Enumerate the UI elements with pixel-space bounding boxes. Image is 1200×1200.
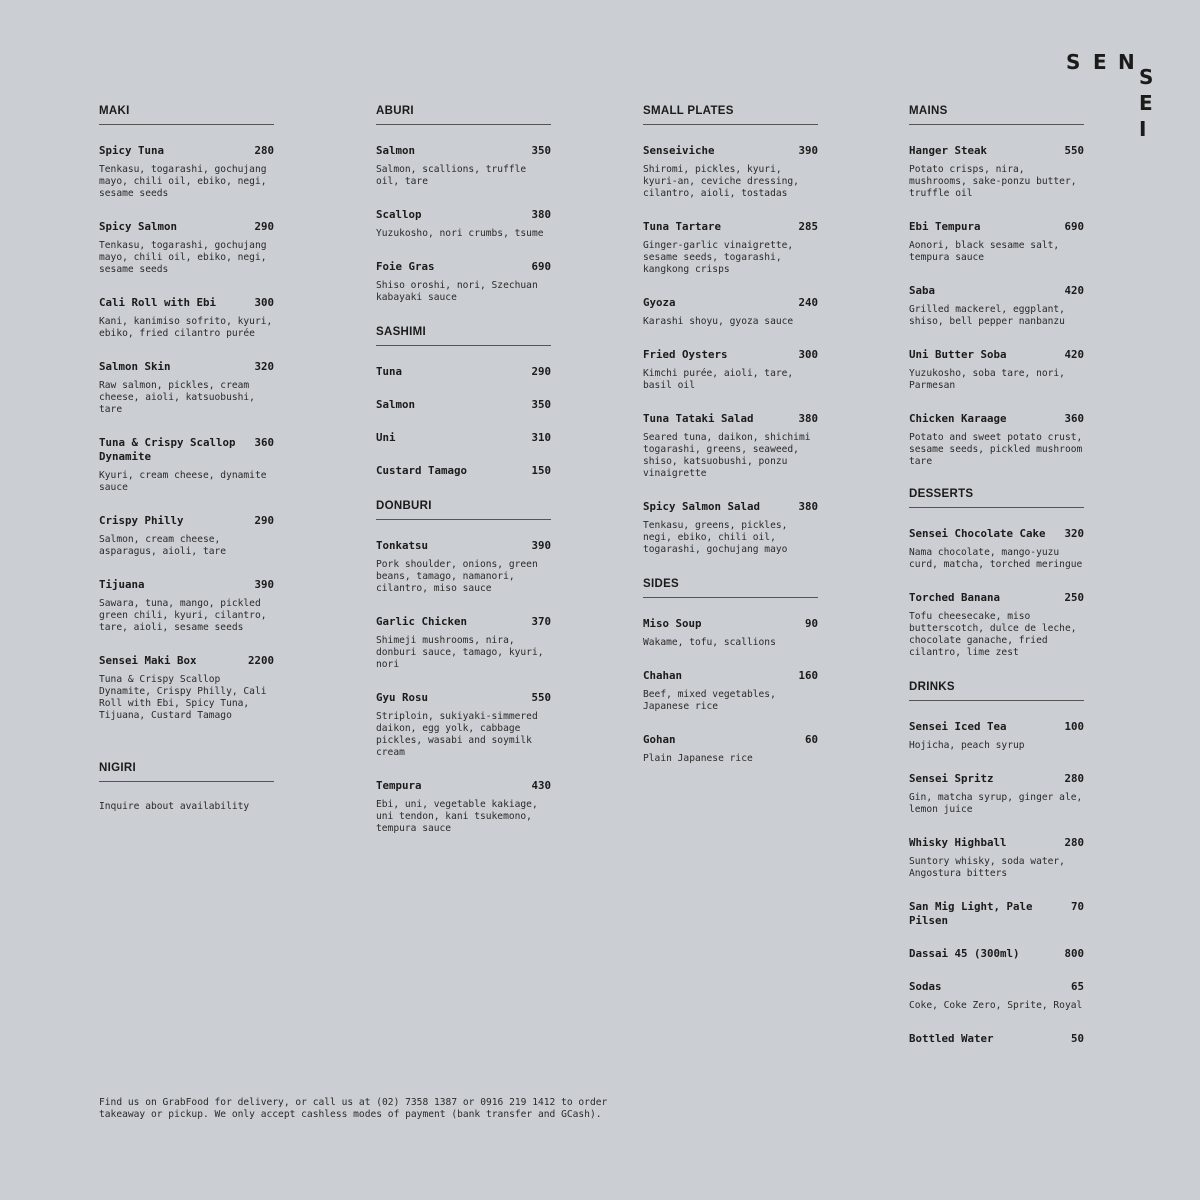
item-description: Hojicha, peach syrup	[909, 740, 1025, 751]
item-name: Saba	[909, 284, 936, 297]
item-description: Tuna & Crispy Scallop Dynamite, Crispy Philly, Cali Roll with Ebi, Spicy Tuna, Tijuana, Custard Tamago	[99, 674, 267, 721]
menu-item	[909, 348, 1084, 392]
item-price: 50	[1070, 1032, 1084, 1045]
item-price: 380	[798, 500, 818, 513]
menu-section	[643, 105, 818, 556]
item-description: Kyuri, cream cheese, dynamite sauce	[99, 470, 267, 493]
item-price: 420	[1064, 284, 1084, 297]
menu-item	[99, 220, 274, 276]
menu-item	[643, 500, 818, 556]
item-price: 690	[531, 260, 551, 273]
menu-item	[643, 669, 818, 713]
item-price: 430	[531, 779, 551, 792]
item-description: Wakame, tofu, scallions	[643, 637, 776, 648]
menu-item	[643, 144, 818, 200]
item-name: Chahan	[643, 669, 683, 682]
menu-item	[909, 1032, 1084, 1046]
menu-item	[909, 412, 1084, 468]
menu-item	[643, 296, 818, 328]
menu-section	[99, 105, 274, 722]
menu-item	[909, 720, 1084, 752]
item-price: 65	[1070, 980, 1084, 993]
item-name: Spicy Salmon	[99, 220, 178, 233]
item-description: Yuzukosho, soba tare, nori, Parmesan	[909, 368, 1065, 391]
logo-letter: I	[1139, 117, 1147, 141]
item-price: 280	[1064, 836, 1084, 849]
menu-item	[909, 527, 1084, 571]
item-price: 240	[798, 296, 818, 309]
item-description: Tenkasu, togarashi, gochujang mayo, chili oil, ebiko, negi, sesame seeds	[99, 164, 267, 199]
item-name: Tijuana	[99, 578, 145, 591]
item-price: 70	[1070, 900, 1084, 913]
menu-section	[376, 326, 551, 478]
item-description: Ginger-garlic vinaigrette, sesame seeds, togarashi, kangkong crisps	[643, 240, 794, 275]
item-name: Gohan	[643, 733, 676, 746]
item-price: 290	[531, 365, 551, 378]
item-name: Sensei Maki Box	[99, 654, 197, 667]
section-note: Inquire about availability	[99, 801, 250, 812]
item-name: Crispy Philly	[99, 514, 184, 527]
item-name: Gyoza	[643, 296, 676, 309]
menu-item	[376, 539, 551, 595]
menu-item	[909, 220, 1084, 264]
menu-item	[99, 514, 274, 558]
item-name: Spicy Salmon Salad	[643, 500, 761, 513]
item-name: Gyu Rosu	[376, 691, 429, 704]
item-description: Tenkasu, togarashi, gochujang mayo, chili oil, ebiko, negi, sesame seeds	[99, 240, 267, 275]
item-name: San Mig Light, Pale Pilsen	[909, 900, 1033, 927]
item-description: Nama chocolate, mango-yuzu curd, matcha, torched meringue	[909, 547, 1083, 570]
item-description: Shiso oroshi, nori, Szechuan kabayaki sauce	[376, 280, 538, 303]
item-name: Salmon	[376, 398, 416, 411]
menu-item	[99, 360, 274, 416]
item-price: 390	[254, 578, 274, 591]
menu-section	[909, 105, 1084, 468]
menu-column-1	[99, 105, 274, 813]
item-price: 380	[531, 208, 551, 221]
item-name: Salmon	[376, 144, 416, 157]
item-description: Suntory whisky, soda water, Angostura bitters	[909, 856, 1065, 879]
item-description: Grilled mackerel, eggplant, shiso, bell pepper nanbanzu	[909, 304, 1065, 327]
menu-item	[909, 284, 1084, 328]
menu-section	[909, 681, 1084, 1046]
item-name: Salmon Skin	[99, 360, 171, 373]
item-description: Raw salmon, pickles, cream cheese, aioli, katsuobushi, tare	[99, 380, 255, 415]
section-title: DRINKS	[909, 681, 1084, 701]
menu-item	[376, 260, 551, 304]
menu-item	[376, 365, 551, 379]
item-description: Tenkasu, greens, pickles, negi, ebiko, chili oil, togarashi, gochujang mayo	[643, 520, 788, 555]
item-name: Sensei Chocolate Cake	[909, 527, 1046, 540]
item-description: Tofu cheesecake, miso butterscotch, dulce de leche, chocolate ganache, fried cilantro, lime zest	[909, 611, 1077, 658]
section-title: SMALL PLATES	[643, 105, 818, 125]
item-name: Custard Tamago	[376, 464, 468, 477]
item-price: 300	[798, 348, 818, 361]
menu-item	[99, 296, 274, 340]
item-price: 280	[254, 144, 274, 157]
logo-letter: E	[1093, 50, 1107, 74]
item-description: Shimeji mushrooms, nira, donburi sauce, tamago, kyuri, nori	[376, 635, 544, 670]
section-title: MAINS	[909, 105, 1084, 125]
item-price: 90	[804, 617, 818, 630]
section-title: SIDES	[643, 578, 818, 598]
item-description: Pork shoulder, onions, green beans, tamago, namanori, cilantro, miso sauce	[376, 559, 538, 594]
item-description: Ebi, uni, vegetable kakiage, uni tendon, kani tsukemono, tempura sauce	[376, 799, 538, 834]
item-name: Bottled Water	[909, 1032, 994, 1045]
item-name: Torched Banana	[909, 591, 1001, 604]
item-description: Coke, Coke Zero, Sprite, Royal	[909, 1000, 1083, 1011]
item-price: 800	[1064, 947, 1084, 960]
menu-item	[376, 691, 551, 759]
item-price: 100	[1064, 720, 1084, 733]
item-name: Garlic Chicken	[376, 615, 468, 628]
logo-letter: E	[1139, 91, 1153, 115]
item-description: Karashi shoyu, gyoza sauce	[643, 316, 794, 327]
menu-item	[376, 398, 551, 412]
logo-letter: S	[1139, 65, 1154, 89]
menu-column-4	[909, 105, 1084, 1065]
item-name: Sodas	[909, 980, 942, 993]
item-price: 690	[1064, 220, 1084, 233]
section-title: DESSERTS	[909, 488, 1084, 508]
menu-item	[376, 464, 551, 478]
item-name: Foie Gras	[376, 260, 435, 273]
footer-note: Find us on GrabFood for delivery, or call us at (02) 7358 1387 or 0916 219 1412 to order takeaway or pickup. We only accept cashless modes of payment (bank transfer and GCash).	[99, 1097, 608, 1120]
logo-letter: N	[1118, 50, 1135, 74]
item-price: 550	[1064, 144, 1084, 157]
item-name: Sensei Spritz	[909, 772, 994, 785]
item-price: 300	[254, 296, 274, 309]
item-name: Dassai 45 (300ml)	[909, 947, 1020, 960]
menu-column-2	[376, 105, 551, 855]
item-price: 390	[798, 144, 818, 157]
menu-item	[99, 144, 274, 200]
item-name: Tuna Tartare	[643, 220, 722, 233]
item-description: Striploin, sukiyaki-simmered daikon, egg yolk, cabbage pickles, wasabi and soymilk cream	[376, 711, 538, 758]
menu-item	[909, 980, 1084, 1012]
menu-item	[909, 772, 1084, 816]
menu-section	[643, 578, 818, 765]
menu-section	[376, 500, 551, 835]
item-name: Tonkatsu	[376, 539, 429, 552]
item-description: Aonori, black sesame salt, tempura sauce	[909, 240, 1060, 263]
item-description: Shiromi, pickles, kyuri, kyuri-an, ceviche dressing, cilantro, aioli, tostadas	[643, 164, 799, 199]
item-description: Gin, matcha syrup, ginger ale, lemon juice	[909, 792, 1083, 815]
item-description: Seared tuna, daikon, shichimi togarashi, greens, seaweed, shiso, katsuobushi, ponzu vinaigrette	[643, 432, 811, 479]
item-price: 290	[254, 514, 274, 527]
item-name: Hanger Steak	[909, 144, 988, 157]
item-price: 420	[1064, 348, 1084, 361]
item-name: Fried Oysters	[643, 348, 728, 361]
item-price: 360	[1064, 412, 1084, 425]
section-title: ABURI	[376, 105, 551, 125]
item-price: 150	[531, 464, 551, 477]
section-title: MAKI	[99, 105, 274, 125]
item-name: Tuna Tataki Salad	[643, 412, 754, 425]
section-title: SASHIMI	[376, 326, 551, 346]
section-title: NIGIRI	[99, 762, 274, 782]
item-price: 550	[531, 691, 551, 704]
item-price: 160	[798, 669, 818, 682]
item-price: 350	[531, 144, 551, 157]
menu-item	[643, 733, 818, 765]
menu-item	[909, 836, 1084, 880]
item-description: Kani, kanimiso sofrito, kyuri, ebiko, fried cilantro purée	[99, 316, 273, 339]
menu-item	[909, 900, 1084, 928]
item-description: Plain Japanese rice	[643, 753, 753, 764]
item-description: Yuzukosho, nori crumbs, tsume	[376, 228, 544, 239]
item-description: Potato crisps, nira, mushrooms, sake-ponzu butter, truffle oil	[909, 164, 1077, 199]
menu-item	[909, 947, 1084, 961]
item-description: Salmon, scallions, truffle oil, tare	[376, 164, 527, 187]
item-name: Cali Roll with Ebi	[99, 296, 217, 309]
item-price: 2200	[247, 654, 274, 667]
menu-item	[376, 615, 551, 671]
menu-item	[376, 208, 551, 240]
section-title: DONBURI	[376, 500, 551, 520]
item-price: 320	[1064, 527, 1084, 540]
menu-section	[376, 105, 551, 304]
item-price: 370	[531, 615, 551, 628]
item-price: 285	[798, 220, 818, 233]
item-price: 390	[531, 539, 551, 552]
item-name: Chicken Karaage	[909, 412, 1007, 425]
item-description: Potato and sweet potato crust, sesame seeds, pickled mushroom tare	[909, 432, 1083, 467]
menu-item	[99, 654, 274, 722]
menu-item	[643, 412, 818, 480]
item-price: 280	[1064, 772, 1084, 785]
menu-item	[376, 431, 551, 445]
item-description: Salmon, cream cheese, asparagus, aioli, tare	[99, 534, 227, 557]
item-name: Uni	[376, 431, 396, 444]
menu-section	[99, 762, 274, 813]
menu-column-3	[643, 105, 818, 785]
item-price: 350	[531, 398, 551, 411]
menu-item	[643, 220, 818, 276]
item-price: 310	[531, 431, 551, 444]
menu-item	[643, 617, 818, 649]
item-price: 380	[798, 412, 818, 425]
item-name: Spicy Tuna	[99, 144, 165, 157]
item-name: Senseiviche	[643, 144, 715, 157]
item-price: 320	[254, 360, 274, 373]
item-price: 250	[1064, 591, 1084, 604]
item-name: Miso Soup	[643, 617, 702, 630]
logo-letter: S	[1066, 50, 1081, 74]
menu-item	[643, 348, 818, 392]
menu-item	[99, 436, 274, 494]
menu-item	[376, 779, 551, 835]
item-price: 290	[254, 220, 274, 233]
item-description: Beef, mixed vegetables, Japanese rice	[643, 689, 776, 712]
item-name: Tuna & Crispy Scallop Dynamite	[99, 436, 236, 463]
menu-item	[909, 591, 1084, 659]
item-name: Whisky Highball	[909, 836, 1007, 849]
menu-item	[376, 144, 551, 188]
item-description: Kimchi purée, aioli, tare, basil oil	[643, 368, 794, 391]
menu-item	[99, 578, 274, 634]
item-name: Tuna	[376, 365, 403, 378]
menu-section	[909, 488, 1084, 659]
item-price: 360	[254, 436, 274, 449]
item-price: 60	[804, 733, 818, 746]
item-name: Ebi Tempura	[909, 220, 981, 233]
menu-item	[909, 144, 1084, 200]
item-description: Sawara, tuna, mango, pickled green chili, kyuri, cilantro, tare, aioli, sesame seeds	[99, 598, 267, 633]
item-name: Uni Butter Soba	[909, 348, 1007, 361]
item-name: Sensei Iced Tea	[909, 720, 1007, 733]
item-name: Scallop	[376, 208, 422, 221]
item-name: Tempura	[376, 779, 422, 792]
